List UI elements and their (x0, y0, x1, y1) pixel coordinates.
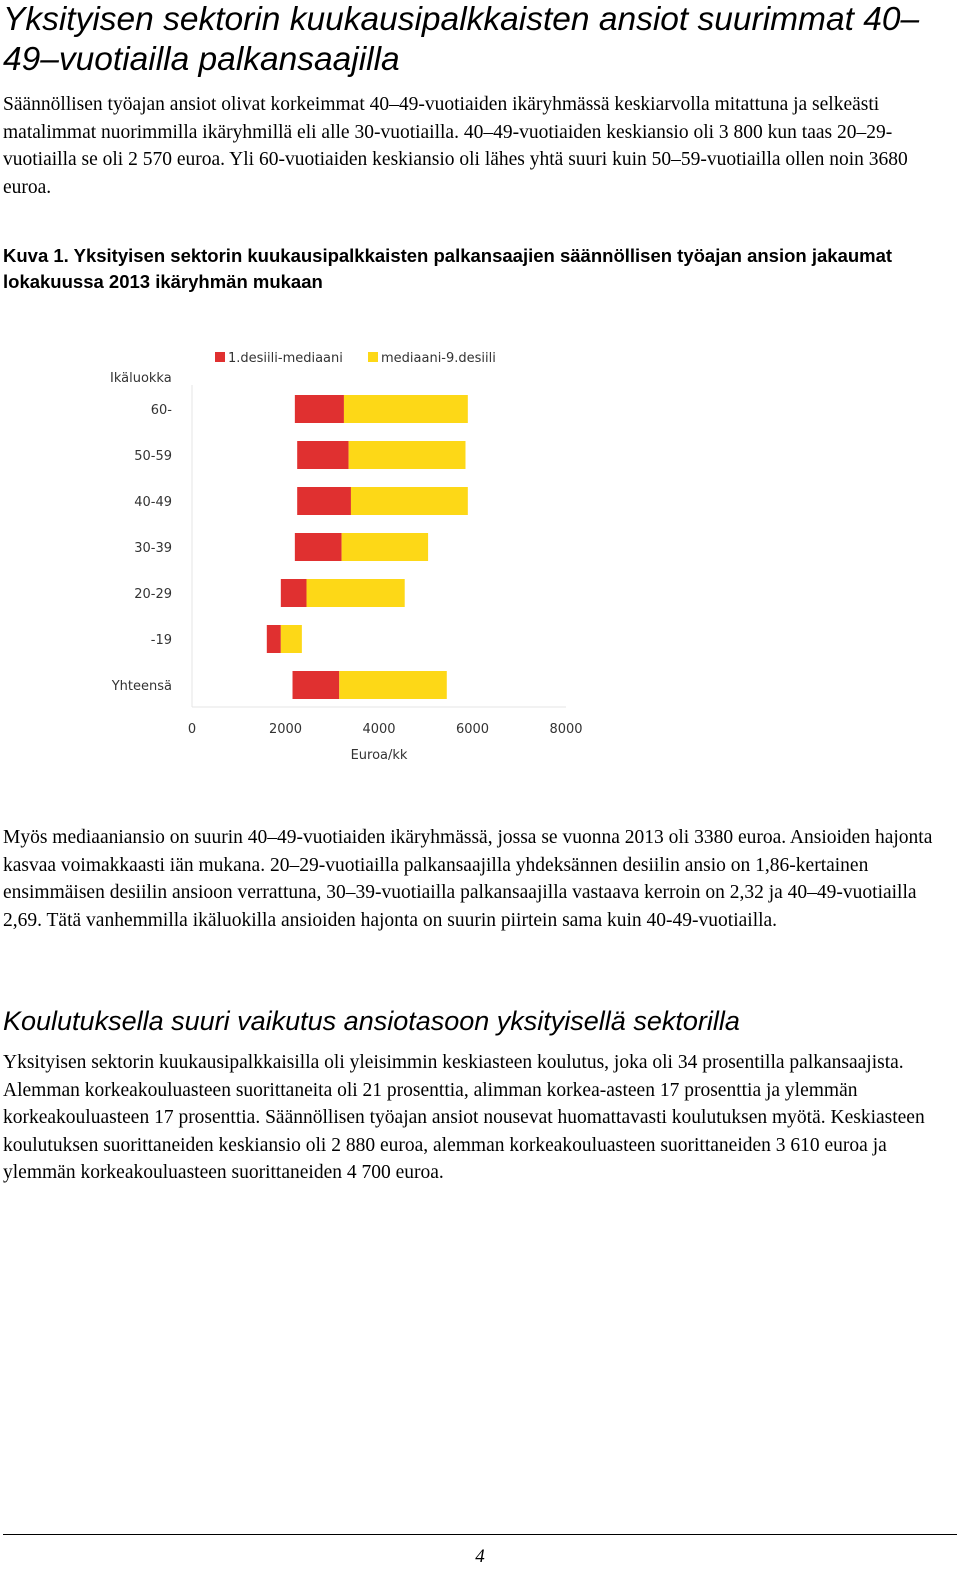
page-title: Yksityisen sektorin kuukausipalkkaisten ansiot suurimmat 40–49–vuotiailla palkansaajilla (3, 1, 920, 78)
x-tick-labels (188, 722, 583, 737)
category-labels (111, 403, 173, 694)
bar-2-3 (342, 533, 428, 561)
footer-rule (3, 1534, 957, 1535)
x-tick-label: 6000 (455, 722, 490, 737)
figure-caption: Kuva 1. Yksityisen sektorin kuukausipalkkaisten palkansaajien säännöllisen työajan ansion jakaumat lokakuussa 2013 ikäryhmän mukaan (3, 245, 893, 292)
bar-2-0 (344, 395, 468, 423)
chart-legend (215, 351, 496, 366)
bar-2-1 (349, 441, 466, 469)
x-axis-label: Euroa/kk (350, 748, 408, 763)
x-tick-label: 0 (187, 722, 197, 737)
age-group-earnings-chart (100, 335, 600, 775)
bar-1-1 (297, 441, 348, 469)
x-tick-label: 8000 (549, 722, 583, 737)
category-label: 50-59 (134, 449, 172, 464)
chart-bars (267, 395, 468, 699)
bar-1-3 (295, 533, 342, 561)
x-tick-label: 2000 (268, 722, 303, 737)
page-number: 4 (475, 1546, 485, 1567)
bar-2-2 (351, 487, 468, 515)
bar-2-6 (339, 671, 447, 699)
bar-1-6 (293, 671, 340, 699)
category-label: 20-29 (134, 587, 172, 602)
section-heading: Koulutuksella suuri vaikutus ansiotasoon yksityisellä sektorilla (3, 1006, 740, 1036)
bar-1-5 (267, 625, 281, 653)
x-tick-label: 4000 (362, 722, 396, 737)
legend-swatch-2 (368, 352, 378, 362)
legend-label-2: mediaani-9.desiili (381, 351, 496, 366)
category-label: 60- (150, 403, 172, 418)
category-axis-label: Ikäluokka (110, 371, 172, 386)
bar-1-4 (281, 579, 307, 607)
category-label: Yhteensä (111, 679, 172, 694)
bar-1-2 (297, 487, 351, 515)
legend-label-1: 1.desiili-mediaani (228, 351, 343, 366)
education-paragraph: Yksityisen sektorin kuukausipalkkaisilla oli yleisimmin keskiasteen koulutus, joka oli 34 prosentilla palkansaajista. Alemman korkeakouluasteen suorittaneita oli 21 prosenttia, alimman korkea-asteen 17 prosenttia ja ylemmän korkeakouluasteen 17 prosenttia. Säännöllisen työajan ansiot nousevat huomattavasti koulutuksen myötä. Keskiasteen koulutuksen suorittaneiden keskiansio oli 2 880 euroa, alemman korkeakouluasteen suorittaneiden 3 610 euroa ja ylemmän korkeakouluasteen suorittaneiden 4 700 euroa. (3, 1052, 925, 1183)
bar-2-5 (281, 625, 302, 653)
median-paragraph: Myös mediaaniansio on suurin 40–49-vuotiaiden ikäryhmässä, jossa se vuonna 2013 oli 3380 euroa. Ansioiden hajonta kasvaa voimakkaasti iän mukana. 20–29-vuotiailla palkansaajilla yhdeksännen desiilin ansio on 1,86-kertainen ensimmäisen desiilin ansioon verrattuna, 30–39-vuotiailla palkansaajilla vastaava kerroin on 2,32 ja 40–49-vuotiailla 2,69. Tätä vanhemmilla ikäluokilla ansioiden hajonta on suurin piirtein sama kuin 40-49-vuotiailla. (3, 827, 933, 931)
intro-paragraph: Säännöllisen työajan ansiot olivat korkeimmat 40–49-vuotiaiden ikäryhmässä keskiarvolla mitattuna ja selkeästi matalimmat nuorimmilla ikäryhmillä eli alle 30-vuotiailla. 40–49-vuotiaiden keskiansio oli 3 800 kun taas 20–29-vuotiailla se oli 2 570 euroa. Yli 60-vuotiaiden keskiansio oli lähes yhtä suuri kuin 50–59-vuotiailla ollen noin 3680 euroa. (3, 94, 908, 198)
category-label: 40-49 (134, 495, 172, 510)
bar-2-4 (307, 579, 405, 607)
bar-1-0 (295, 395, 344, 423)
category-label: 30-39 (134, 541, 172, 556)
legend-swatch-1 (215, 352, 225, 362)
category-label: -19 (150, 633, 172, 648)
